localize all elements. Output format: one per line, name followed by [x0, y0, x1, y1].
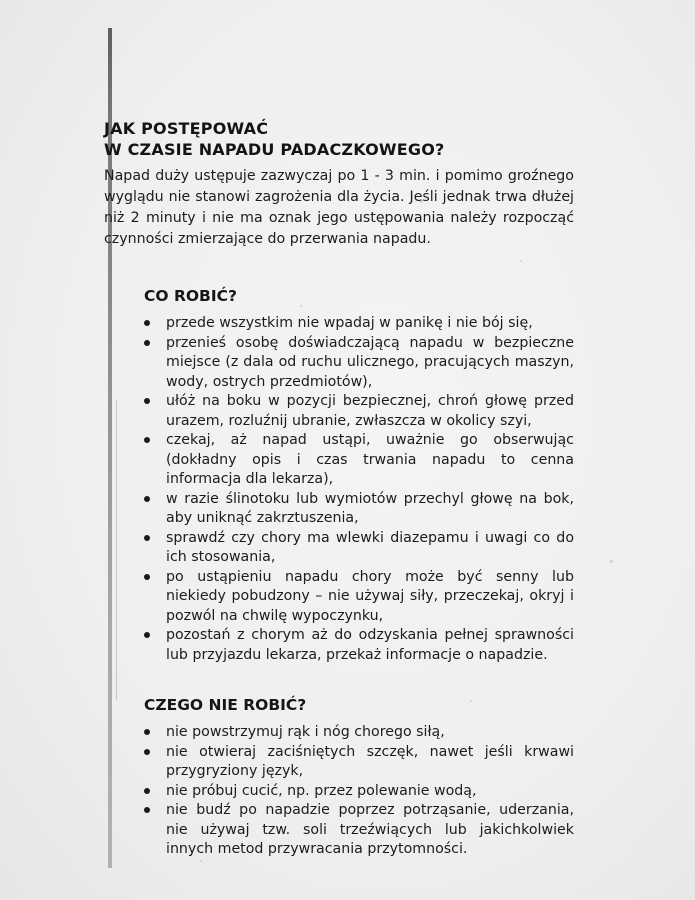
title-line-1: JAK POSTĘPOWAĆ	[104, 119, 269, 138]
scan-speck	[610, 560, 613, 563]
bullet-icon	[144, 340, 150, 346]
bullet-icon	[144, 574, 150, 580]
dont-list-item	[144, 723, 574, 743]
dont-section-title: CZEGO NIE ROBIĆ?	[144, 696, 307, 714]
do-item-text: po ustąpieniu napadu chory może być senny lub niekiedy pobudzony – nie używaj siły, przeczekaj, okryj i pozwól na chwilę wypoczynku,	[166, 568, 574, 624]
do-list-item	[144, 529, 574, 568]
do-list	[104, 314, 574, 665]
dont-list-item	[144, 801, 574, 860]
do-list-item	[144, 431, 574, 490]
bullet-icon	[144, 729, 150, 735]
do-list-item	[144, 392, 574, 431]
intro-paragraph: Napad duży ustępuje zazwyczaj po 1 - 3 min. i pomimo groźnego wyglądu nie stanowi zagrożenia dla życia. Jeśli jednak trwa dłużej niż 2 minuty i nie ma oznak jego ustępowania należy rozpocząć czynności zmierzające do przerwania napadu.	[104, 168, 574, 247]
bullet-icon	[144, 496, 150, 502]
do-list-item	[144, 568, 574, 627]
dont-list	[104, 723, 574, 860]
bullet-icon	[144, 437, 150, 443]
bullet-icon	[144, 398, 150, 404]
dont-list-item	[144, 782, 574, 802]
do-item-text: ułóż na boku w pozycji bezpiecznej, chroń głowę przed urazem, rozluźnij ubranie, zwłaszcza w okolicy szyi,	[166, 393, 574, 429]
document-body	[104, 118, 574, 860]
bullet-icon	[144, 749, 150, 755]
bullet-icon	[144, 788, 150, 794]
dont-list-item	[144, 743, 574, 782]
do-item-text: w razie ślinotoku lub wymiotów przechyl głowę na bok, aby uniknąć zakrztuszenia,	[166, 490, 574, 526]
bullet-icon	[144, 807, 150, 813]
do-item-text: sprawdź czy chory ma wlewki diazepamu i uwagi co do ich stosowania,	[166, 529, 574, 565]
title-line-2: W CZASIE NAPADU PADACZKOWEGO?	[104, 140, 445, 159]
document-title	[104, 118, 574, 160]
do-item-text: czekaj, aż napad ustąpi, uważnie go obserwując (dokładny opis i czas trwania napadu to cenna informacja dla lekarza),	[166, 432, 574, 487]
dont-item-text: nie budź po napadzie poprzez potrząsanie, uderzania, nie używaj tzw. soli trzeźwiących lub jakichkolwiek innych metod przywracania przytomności.	[166, 802, 574, 857]
do-list-item	[144, 334, 574, 393]
dont-item-text: nie otwieraj zaciśniętych szczęk, nawet jeśli krwawi przygryziony język,	[166, 743, 574, 779]
do-list-item	[144, 626, 574, 665]
bullet-icon	[144, 535, 150, 541]
bullet-icon	[144, 320, 150, 326]
do-list-item	[144, 314, 574, 334]
dont-item-text: nie powstrzymuj rąk i nóg chorego siłą,	[166, 724, 445, 740]
do-section-title: CO ROBIĆ?	[144, 287, 238, 305]
do-item-text: przenieś osobę doświadczającą napadu w bezpieczne miejsce (z dala od ruchu ulicznego, pracujących maszyn, wody, ostrych przedmiotów),	[166, 334, 574, 390]
scan-speck	[200, 860, 202, 862]
do-item-text: pozostań z chorym aż do odzyskania pełnej sprawności lub przyjazdu lekarza, przekaż informacje o napadzie.	[166, 627, 574, 663]
do-list-item	[144, 490, 574, 529]
bullet-icon	[144, 632, 150, 638]
dont-item-text: nie próbuj cucić, np. przez polewanie wodą,	[166, 782, 477, 799]
do-item-text: przede wszystkim nie wpadaj w panikę i nie bój się,	[166, 315, 533, 331]
